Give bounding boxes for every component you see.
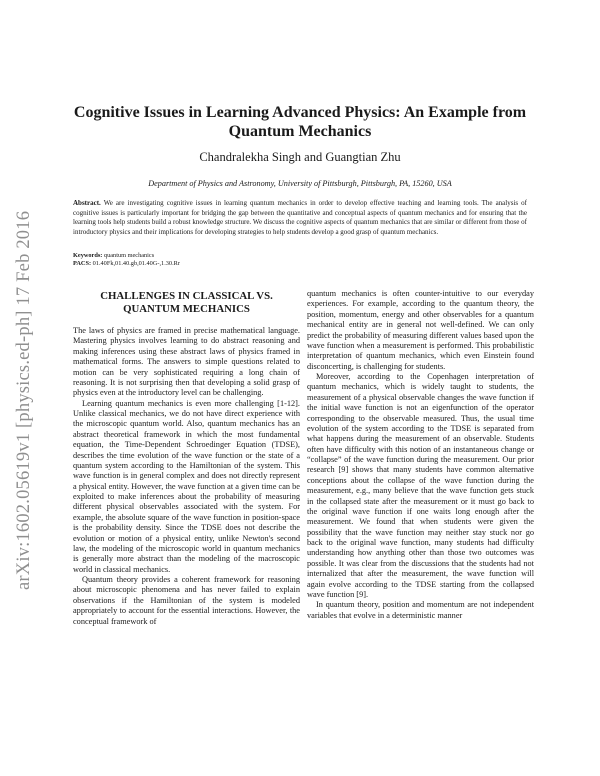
abstract-label: Abstract. xyxy=(73,199,101,207)
paper-title: Cognitive Issues in Learning Advanced Physics: An Example from Quantum Mechanics xyxy=(73,104,527,140)
pacs-label: PACS: xyxy=(73,260,92,268)
keywords-value: quantum mechanics xyxy=(103,252,155,259)
paragraph: Quantum theory provides a coherent framework for reasoning about microscopic phenomena and has never failed to explain observations if the Hamiltonian of the system is modeled appropriately to account for the essential interactions. However, the conceptual framework of xyxy=(73,575,300,626)
pacs-line xyxy=(73,260,527,268)
paragraph: Learning quantum mechanics is even more challenging [1-12]. Unlike classical mechanics, we do not have direct experience with the microscopic quantum world. Also, quantum mechanics has an abstract theoretical framework in which the most fundamental equation, the Time-Dependent Schroedinger Equation (TDSE), describes the time evolution of the wave function or the state of a quantum system according to the Hamiltonian of the system. This wave function is in general complex and does not directly represent a physical entity. However, the wave function at a given time can be exploited to make inferences about the probability of measuring different physical observables associated with the system. For example, the absolute square of the wave function in position-space is the probability density. Since the TDSE does not describe the evolution or motion of a physical entity, unlike Newton's second law, the modeling of the microscopic world in quantum mechanics is generally more abstract than the modeling of the macroscopic world in classical mechanics. xyxy=(73,398,300,574)
paragraph: Moreover, according to the Copenhagen interpretation of quantum mechanics, which is widely taught to students, the measurement of a physical observable changes the wave function if the initial wave function is not an eigenfunction of the operator corresponding to the observable measured. Thus, the usual time evolution of the system according to the TDSE is separated from what happens during the measurement of an observable. Students often have difficulty with this notion of an instantaneous change or “collapse” of the wave function during the measurement. Our prior research [9] shows that many students have common alternative conceptions about the collapse of the wave function during the measurement, e.g., many believe that the wave function gets stuck in the collapsed state after the measurement or it must go back to the original wave function if one waits long enough after the measurement. We found that when students were given the possibility that the wave function may neither stay stuck nor go back to the original wave function, many students had difficulty understanding how anything other than those two outcomes was possible. It was clear from the discussions that the students had not internalized that after the measurement, the wave function will again evolve according to the TDSE starting from the collapsed wave function [9]. xyxy=(307,372,534,599)
paragraph: The laws of physics are framed in precise mathematical language. Mastering physics involves learning to do abstract reasoning and making inferences using these abstract laws of physics framed in mathematical forms. The answers to simple questions related to motion can be very sophisticated requiring a long chain of reasoning. It is not surprising then that developing a solid grasp of physics even at the introductory level can be challenging. xyxy=(73,326,300,398)
keywords-line xyxy=(73,252,527,260)
left-column xyxy=(73,288,300,627)
paper-affiliation: Department of Physics and Astronomy, University of Pittsburgh, Pittsburgh, PA, 15260, USA xyxy=(148,179,452,188)
abstract-text: We are investigating cognitive issues in learning quantum mechanics in order to develop effective teaching and learning tools. The analysis of cognitive issues is particularly important for bridging the gap between the quantitative and conceptual aspects of quantum mechanics and for ensuring that the learning tools help students build a robust knowledge structure. We discuss the cognitive aspects of quantum mechanics that are similar or different from those of introductory physics and their implications for developing strategies to help students develop a good grasp of quantum mechanics. xyxy=(73,199,527,236)
paper-authors: Chandralekha Singh and Guangtian Zhu xyxy=(199,150,401,164)
arxiv-side-label: arXiv:1602.05619v1 [physics.ed-ph] 17 Feb 2016 xyxy=(14,210,34,590)
abstract xyxy=(73,199,527,237)
keywords-label: Keywords: xyxy=(73,252,103,259)
paragraph: quantum mechanics is often counter-intuitive to our everyday experiences. For example, according to the quantum theory, the position, momentum, energy and other observables for a quantum mechanical entity are in general not well-defined. We can only predict the probability of measuring different values based upon the wave function when a measurement is performed. This probabilistic interpretation of quantum mechanics, which even Einstein found disconcerting, is challenging for students. xyxy=(307,289,534,371)
right-column xyxy=(307,289,534,621)
section-heading: CHALLENGES IN CLASSICAL VS. QUANTUM MECHANICS xyxy=(100,290,273,315)
paragraph: In quantum theory, position and momentum are not independent variables that evolve in a deterministic manner xyxy=(307,600,534,620)
paper-meta xyxy=(73,252,527,269)
pacs-value: 01.40Fk,01.40.gb,01.40G-,1.30.Rr xyxy=(92,260,180,268)
